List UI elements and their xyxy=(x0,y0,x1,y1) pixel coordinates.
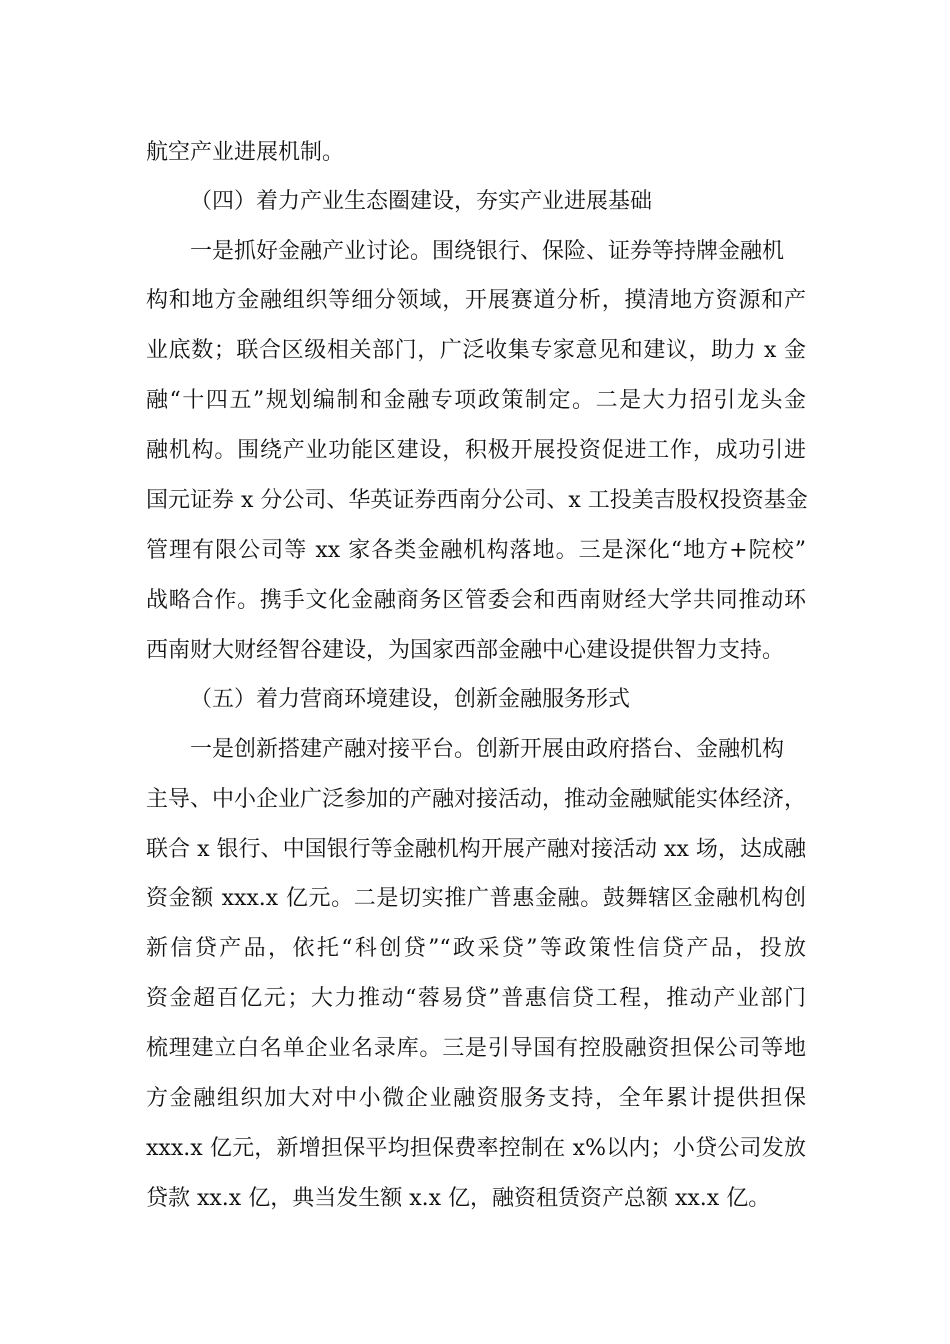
section5-line-2: 主导、中小企业广泛参加的产融对接活动，推动金融赋能实体经济， xyxy=(146,787,807,812)
section4-line-9: 西南财大财经智谷建设，为国家西部金融中心建设提供智力支持。 xyxy=(146,638,785,663)
paragraph-tail: 航空产业进展机制。 xyxy=(146,140,345,165)
section5-line-3: 联合 x 银行、中国银行等金融机构开展产融对接活动 xx 场，达成融 xyxy=(146,837,806,862)
section5-line-7: 梳理建立白名单企业名录库。三是引导国有控股融资担保公司等地 xyxy=(146,1036,806,1061)
section-heading-4: （四）着力产业生态圈建设，夯实产业进展基础 xyxy=(190,189,653,214)
section4-line-8: 战略合作。携手文化金融商务区管委会和西南财经大学共同推动环 xyxy=(146,588,806,613)
section5-line-6: 资金超百亿元；大力推动“蓉易贷”普惠信贷工程，推动产业部门 xyxy=(146,986,806,1011)
section5-line-5: 新信贷产品，依托“科创贷”“政采贷”等政策性信贷产品，投放 xyxy=(146,936,806,961)
section4-line-6: 国元证券 x 分公司、华英证券西南分公司、x 工投美吉股权投资基金 xyxy=(146,488,808,513)
section4-line-2: 构和地方金融组织等细分领域，开展赛道分析，摸清地方资源和产 xyxy=(146,288,806,313)
section4-line-1: 一是抓好金融产业讨论。围绕银行、保险、证券等持牌金融机 xyxy=(190,239,785,264)
section4-line-3: 业底数；联合区级相关部门，广泛收集专家意见和建议，助力 x 金 xyxy=(146,338,806,363)
section5-line-10: 贷款 xx.x 亿，典当发生额 x.x 亿，融资租赁资产总额 xx.x 亿。 xyxy=(146,1186,771,1211)
section4-line-4: 融“十四五”规划编制和金融专项政策制定。二是大力招引龙头金 xyxy=(146,388,806,413)
section5-line-8: 方金融组织加大对中小微企业融资服务支持，全年累计提供担保 xyxy=(146,1086,806,1111)
section5-line-9: xxx.x 亿元，新增担保平均担保费率控制在 x%以内；小贷公司发放 xyxy=(146,1136,806,1161)
section5-line-4: 资金额 xxx.x 亿元。二是切实推广普惠金融。鼓舞辖区金融机构创 xyxy=(146,886,806,911)
section-heading-5: （五）着力营商环境建设，创新金融服务形式 xyxy=(190,687,631,712)
section4-line-5: 融机构。围绕产业功能区建设，积极开展投资促进工作，成功引进 xyxy=(146,438,806,463)
section4-line-7: 管理有限公司等 xx 家各类金融机构落地。三是深化“地方+院校” xyxy=(146,538,806,563)
section5-line-1: 一是创新搭建产融对接平台。创新开展由政府搭台、金融机构 xyxy=(190,737,785,762)
